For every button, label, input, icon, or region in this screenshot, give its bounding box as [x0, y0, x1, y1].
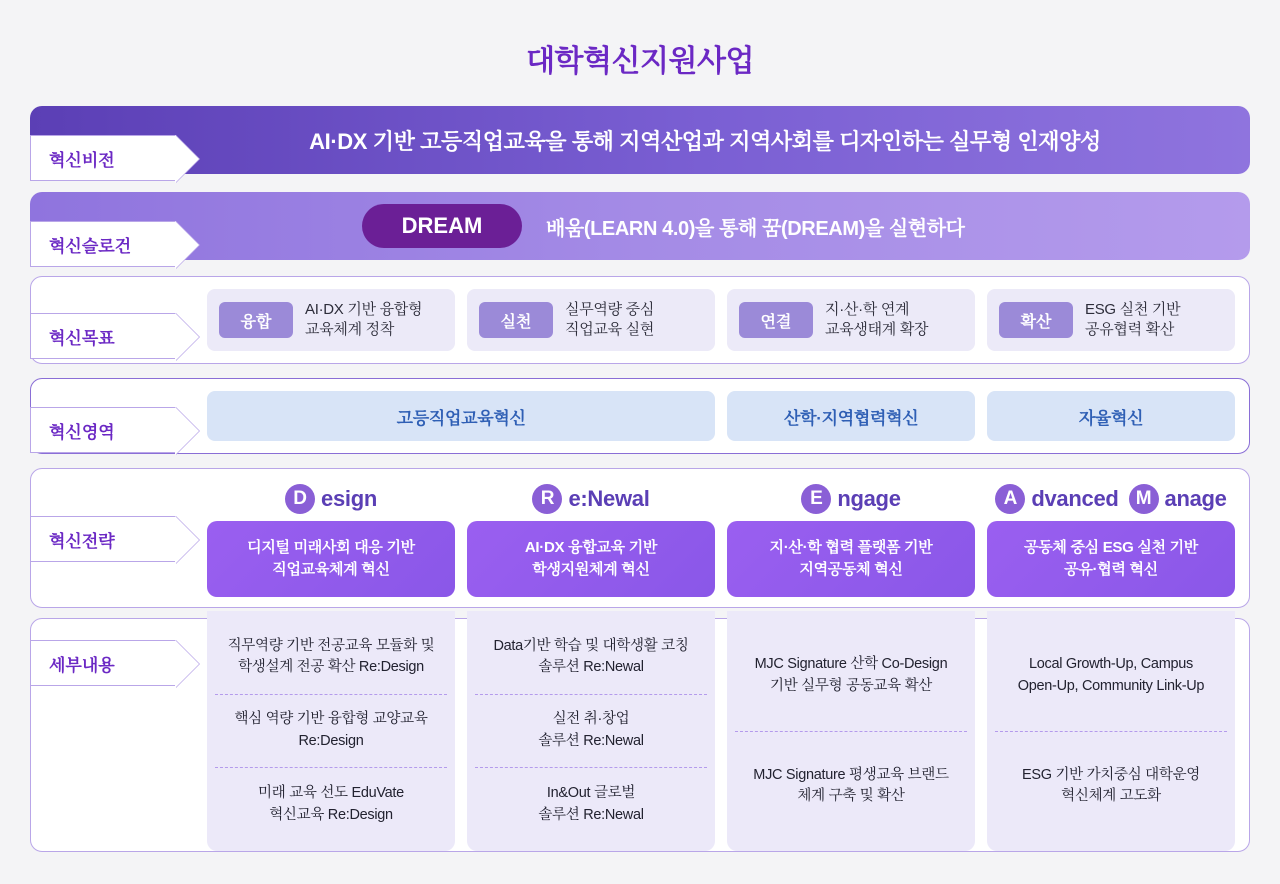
strategy-initial-icon: D: [285, 484, 315, 514]
detail-item: [215, 621, 447, 694]
strategy-card-line1: 지·산·학 협력 플랫폼 기반: [769, 539, 933, 557]
detail-line2: 솔루션 Re:Newal: [538, 806, 644, 823]
detail-item: [735, 731, 967, 842]
details-row: [30, 618, 1250, 852]
strategy-card-line2: 학생지원체계 혁신: [532, 561, 650, 578]
dream-pill: DREAM: [362, 204, 522, 248]
strategy-card-3: [727, 521, 975, 597]
strategy-card-line1: 공동체 중심 ESG 실천 기반: [1024, 539, 1198, 557]
strategy-heading-3: [801, 477, 900, 521]
goal-text-line1: 실무역량 중심: [565, 300, 655, 318]
tag-arrow-icon: [175, 221, 199, 269]
strategy-col-2: [467, 477, 715, 607]
strategy-heading-1: [285, 477, 377, 521]
area-card-3: 자율혁신: [987, 391, 1235, 441]
detail-line2: 기반 실무형 공동교육 확산: [770, 677, 932, 694]
detail-line2: 학생설계 전공 확산 Re:Design: [238, 659, 424, 676]
tag-areas-label: 혁신영역: [49, 422, 115, 442]
tag-arrow-icon: [175, 407, 199, 455]
detail-line1: In&Out 글로벌: [546, 784, 636, 801]
detail-item: [475, 767, 707, 841]
areas-row: [30, 378, 1250, 454]
strategy-heading-2: [532, 477, 649, 521]
detail-item: [475, 694, 707, 768]
goal-text-line2: 공유협력 확산: [1085, 321, 1175, 338]
strategy-card-line2: 지역공동체 혁신: [799, 561, 903, 578]
strategy-word: dvanced: [1031, 486, 1119, 511]
goal-badge: 융합: [219, 302, 293, 338]
goal-badge: 실천: [479, 302, 553, 338]
area-card-1: 고등직업교육혁신: [207, 391, 715, 441]
goal-text: [825, 300, 928, 341]
detail-item: [215, 694, 447, 768]
detail-line1: Local Growth-Up, Campus: [1029, 656, 1193, 672]
goal-badge: 확산: [999, 302, 1073, 338]
area-card-2: 산학·지역협력혁신: [727, 391, 975, 441]
tag-slogan-label: 혁신슬로건: [49, 236, 132, 256]
detail-line2: 체계 구축 및 확산: [797, 788, 905, 805]
detail-line2: 솔루션 Re:Newal: [538, 733, 644, 749]
tag-arrow-icon: [175, 640, 199, 688]
goals-row: [30, 276, 1250, 364]
detail-item: [735, 621, 967, 731]
page-title: 대학혁신지원사업: [526, 45, 754, 78]
tag-vision-label: 혁신비전: [49, 150, 115, 170]
detail-line1: 직무역량 기반 전공교육 모듈화 및: [227, 637, 435, 654]
goal-text-line2: 직업교육 실현: [565, 321, 655, 338]
tag-vision: [30, 135, 176, 181]
goal-text-line1: 지·산·학 연계: [825, 300, 910, 318]
detail-item: [475, 621, 707, 694]
strategies-row: [30, 468, 1250, 608]
detail-line2: 혁신체계 고도화: [1061, 788, 1161, 805]
slogan-text: 배움(LEARN 4.0)을 통해 꿈(DREAM)을 실현하다: [546, 217, 965, 240]
detail-line1: 핵심 역량 기반 융합형 교양교육: [234, 711, 428, 728]
strategy-word: ngage: [837, 486, 901, 511]
strategy-initial-icon: R: [532, 484, 562, 514]
strategy-word2: anage: [1164, 486, 1227, 511]
detail-line2: 솔루션 Re:Newal: [538, 659, 644, 676]
tag-strategies: [30, 516, 176, 562]
goal-card: [987, 289, 1235, 351]
goal-text: [305, 300, 422, 341]
strategy-initial2-icon: M: [1129, 484, 1159, 514]
tag-details: [30, 640, 176, 686]
detail-item: [995, 731, 1227, 842]
strategy-card-line2: 공유·협력 혁신: [1064, 561, 1158, 578]
strategy-word: esign: [321, 486, 377, 511]
goal-text-line2: 교육체계 정착: [305, 321, 395, 338]
goal-card: [207, 289, 455, 351]
goal-card: [727, 289, 975, 351]
strategy-card-1: [207, 521, 455, 597]
strategy-card-4: [987, 521, 1235, 597]
tag-goals: [30, 313, 176, 359]
strategy-col-4: [987, 477, 1235, 607]
detail-line1: MJC Signature 산학 Co-Design: [754, 656, 948, 672]
goal-card: [467, 289, 715, 351]
tag-arrow-icon: [175, 516, 199, 564]
goal-text-line1: ESG 실천 기반: [1085, 300, 1181, 318]
detail-line1: ESG 기반 가치중심 대학운영: [1022, 766, 1200, 783]
tag-strategies-label: 혁신전략: [49, 531, 115, 551]
tag-details-label: 세부내용: [49, 655, 115, 675]
detail-item: [995, 621, 1227, 731]
slogan-bar: [30, 192, 1250, 260]
strategy-col-3: [727, 477, 975, 607]
tag-slogan: [30, 221, 176, 267]
detail-line1: MJC Signature 평생교육 브랜드: [753, 766, 949, 783]
strategy-card-line2: 직업교육체계 혁신: [272, 561, 390, 578]
strategy-word: e:Newal: [568, 486, 650, 511]
strategy-card-line1: 디지털 미래사회 대응 기반: [247, 539, 415, 557]
detail-col-2: [467, 611, 715, 851]
vision-text: AI·DX 기반 고등직업교육을 통해 지역산업과 지역사회를 디자인하는 실무형 인재양성: [309, 128, 1101, 154]
strategy-card-2: [467, 521, 715, 597]
detail-item: [215, 767, 447, 841]
goal-text-line1: AI·DX 기반 융합형: [305, 300, 423, 318]
detail-line2: 혁신교육 Re:Design: [269, 806, 393, 823]
detail-line1: 실전 취·창업: [552, 711, 630, 728]
goal-text: [1085, 300, 1180, 341]
strategy-initial-icon: A: [995, 484, 1025, 514]
strategy-heading-4: [995, 477, 1226, 521]
goal-text-line2: 교육생태계 확장: [825, 321, 929, 338]
detail-line2: Open-Up, Community Link-Up: [1017, 677, 1205, 694]
tag-goals-label: 혁신목표: [49, 328, 115, 348]
goal-badge: 연결: [739, 302, 813, 338]
tag-arrow-icon: [175, 135, 199, 183]
detail-col-1: [207, 611, 455, 851]
detail-col-4: [987, 611, 1235, 851]
goal-text: [565, 300, 654, 341]
detail-line1: 미래 교육 선도 EduVate: [258, 784, 404, 801]
tag-areas: [30, 407, 176, 453]
detail-col-3: [727, 611, 975, 851]
tag-arrow-icon: [175, 313, 199, 361]
strategy-initial-icon: E: [801, 484, 831, 514]
strategy-col-1: [207, 477, 455, 607]
strategy-card-line1: AI·DX 융합교육 기반: [524, 539, 658, 557]
vision-bar: [30, 106, 1250, 174]
detail-line1: Data기반 학습 및 대학생활 코칭: [493, 637, 689, 654]
detail-line2: Re:Design: [298, 733, 364, 749]
